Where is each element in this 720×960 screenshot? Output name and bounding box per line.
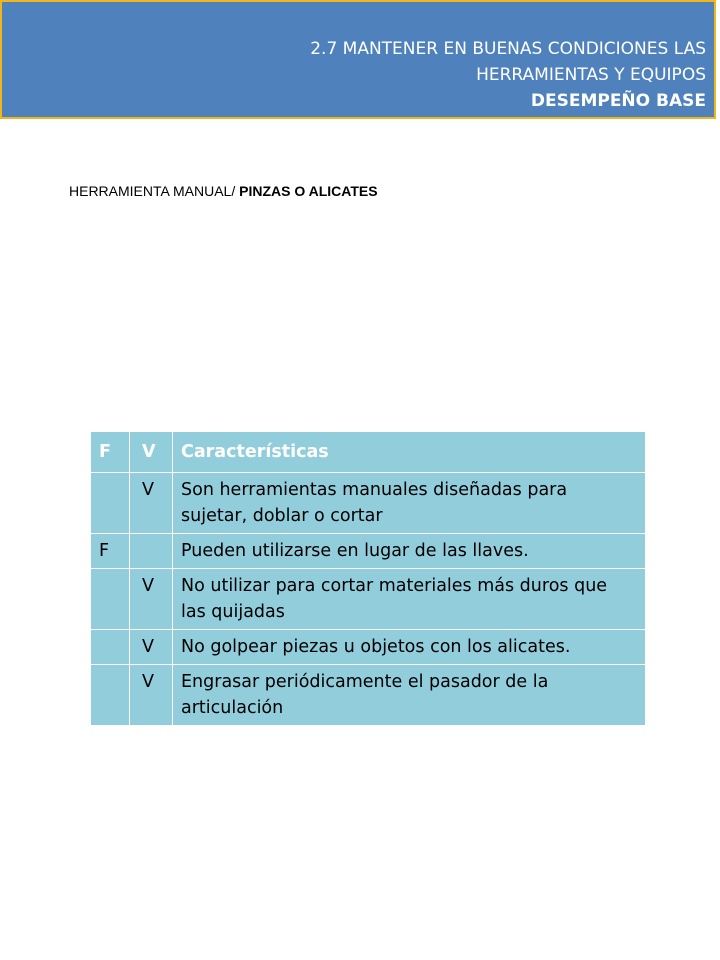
table-row (91, 569, 646, 630)
subtitle-prefix: HERRAMIENTA MANUAL/ (69, 183, 240, 199)
cell-v: V (130, 630, 173, 665)
header-v: V (130, 432, 173, 473)
table-row (91, 630, 646, 665)
cell-characteristic: No golpear piezas u objetos con los alicates. (173, 630, 646, 665)
header-title (310, 36, 706, 114)
header-title-line1: 2.7 MANTENER EN BUENAS CONDICIONES LAS (310, 39, 706, 59)
header-characteristics: Características (173, 432, 646, 473)
section-subtitle (69, 183, 378, 199)
cell-v: V (130, 665, 173, 726)
cell-f (91, 665, 130, 726)
cell-f: F (91, 534, 130, 569)
cell-v: V (130, 473, 173, 534)
cell-characteristic: Engrasar periódicamente el pasador de la articulación (173, 665, 646, 726)
cell-v (130, 534, 173, 569)
header-banner (0, 0, 716, 119)
cell-characteristic: Son herramientas manuales diseñadas para sujetar, doblar o cortar (173, 473, 646, 534)
cell-characteristic: No utilizar para cortar materiales más duros que las quijadas (173, 569, 646, 630)
cell-f (91, 630, 130, 665)
header-title-line3: DESEMPEÑO BASE (530, 91, 706, 111)
subtitle-emphasis: PINZAS O ALICATES (239, 183, 378, 199)
cell-f (91, 569, 130, 630)
table-row (91, 534, 646, 569)
table-row (91, 473, 646, 534)
cell-f (91, 473, 130, 534)
table-header-row (91, 432, 646, 473)
header-f: F (91, 432, 130, 473)
cell-v: V (130, 569, 173, 630)
header-title-line2: HERRAMIENTAS Y EQUIPOS (476, 65, 706, 85)
cell-characteristic: Pueden utilizarse en lugar de las llaves. (173, 534, 646, 569)
characteristics-table (90, 431, 646, 726)
table-row (91, 665, 646, 726)
